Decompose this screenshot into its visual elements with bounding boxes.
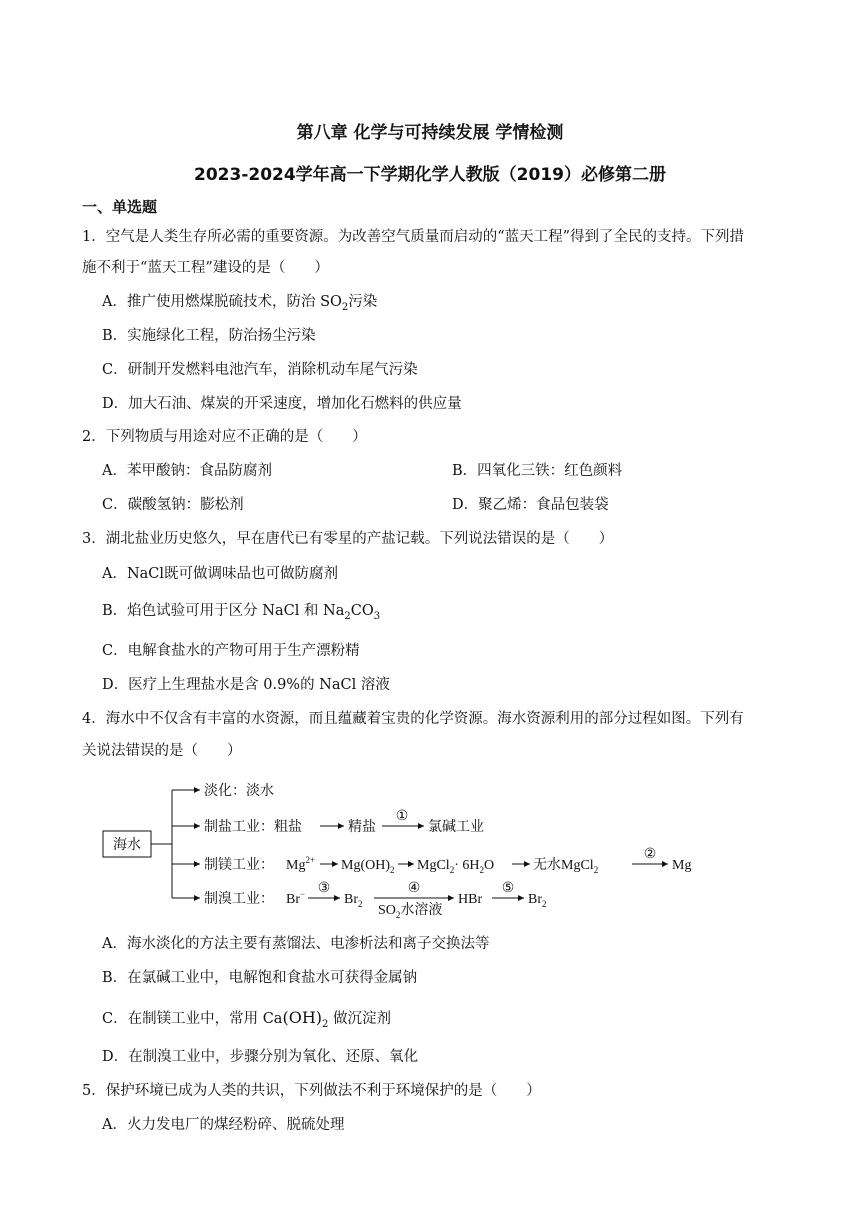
q4-option-c: C．在制镁工业中，常用 $Ca(OH)_2$ 做沉淀剂 — [102, 1008, 391, 1030]
q1-option-d: D．加大石油、煤炭的开采速度，增加化石燃料的供应量 — [102, 396, 462, 412]
step-1-label: ① — [395, 809, 409, 824]
q3-option-d: D．医疗上生理盐水是含 0.9%的 NaCl 溶液 — [102, 677, 390, 693]
mgcl2-hydrate: MgCl$_2$· $6H_2O$ — [417, 858, 495, 875]
step-2-label: ② — [643, 847, 657, 862]
anhydrous-mgcl2: 无水MgCl$_2$ — [533, 858, 599, 875]
question-2-stem: 2．下列物质与用途对应不正确的是（ ） — [82, 429, 367, 445]
page-subtitle: 2023-2024学年高一下学期化学人教版（2019）必修第二册 — [194, 165, 666, 185]
question-4-line2: 关说法错误的是（ ） — [82, 743, 242, 759]
q1-option-b: B．实施绿化工程，防治扬尘污染 — [102, 328, 316, 344]
mg-metal: Mg — [672, 858, 692, 873]
step-3-label: ③ — [317, 881, 331, 896]
bromine-2: $Br_2$ — [528, 892, 547, 909]
section-heading: 一、单选题 — [82, 198, 158, 216]
bromide-ion: Br− — [286, 889, 306, 907]
q2-option-c: C．碳酸氢钠：膨松剂 — [102, 497, 244, 513]
mg-row-label: 制镁工业： — [204, 858, 274, 873]
desalination-row: 淡化：淡水 — [204, 784, 274, 799]
q4-option-d: D．在制溴工业中，步骤分别为氧化、还原、氧化 — [102, 1049, 419, 1065]
q2-option-b: B．四氧化三铁：红色颜料 — [452, 463, 623, 479]
salt-row-label: 制盐工业：粗盐 — [204, 820, 302, 835]
q2-option-a: A．苯甲酸钠：食品防腐剂 — [102, 463, 272, 479]
question-5-stem: 5．保护环境已成为人类的共识，下列做法不利于环境保护的是（ ） — [82, 1083, 541, 1099]
seawater-label: 海水 — [113, 838, 141, 853]
seawater-process-diagram — [102, 776, 722, 918]
q3-option-a: A．NaCl既可做调味品也可做防腐剂 — [102, 566, 339, 582]
question-4-line1: 4．海水中不仅含有丰富的水资源，而且蕴藏着宝贵的化学资源。海水资源利用的部分过程如图。下列有 — [82, 711, 744, 727]
q4-option-b: B．在氯碱工业中，电解饱和食盐水可获得金属钠 — [102, 970, 418, 986]
question-1-line2: 施不利于“蓝天工程”建设的是（ ） — [82, 260, 329, 276]
q4-option-a: A．海水淡化的方法主要有蒸馏法、电渗析法和离子交换法等 — [102, 936, 490, 952]
so2-condition: $SO_2$水溶液 — [378, 903, 443, 918]
q5-option-a: A．火力发电厂的煤经粉碎、脱硫处理 — [102, 1117, 345, 1133]
step-5-label: ⑤ — [501, 881, 515, 896]
q3-option-c: C．电解食盐水的产物可用于生产漂粉精 — [102, 643, 360, 659]
q1-option-a: A．推广使用燃煤脱硫技术，防治 $SO_2$污染 — [102, 294, 378, 313]
q2-option-d: D．聚乙烯：食品包装袋 — [452, 497, 609, 513]
mg-ion: $Mg^{2+}$ — [286, 855, 316, 873]
hbr: HBr — [458, 892, 483, 907]
q3-option-b: B．焰色试验可用于区分 NaCl 和 $Na_2CO_3$ — [102, 603, 381, 622]
step-4-label: ④ — [407, 881, 421, 896]
chlor-alkali: 氯碱工业 — [428, 820, 484, 835]
question-3-stem: 3．湖北盐业历史悠久，早在唐代已有零星的产盐记载。下列说法错误的是（ ） — [82, 531, 614, 547]
mg-hydroxide: $Mg(OH)_2$ — [341, 858, 395, 875]
page-title: 第八章 化学与可持续发展 学情检测 — [296, 123, 564, 143]
q1-option-c: C．研制开发燃料电池汽车，消除机动车尾气污染 — [102, 362, 418, 378]
br-row-label: 制溴工业： — [204, 892, 274, 907]
question-1-line1: 1．空气是人类生存所必需的重要资源。为改善空气质量而启动的“蓝天工程”得到了全民的支持。下列措 — [82, 229, 745, 245]
refined-salt: 精盐 — [348, 820, 376, 835]
bromine-1: $Br_2$ — [344, 892, 363, 909]
